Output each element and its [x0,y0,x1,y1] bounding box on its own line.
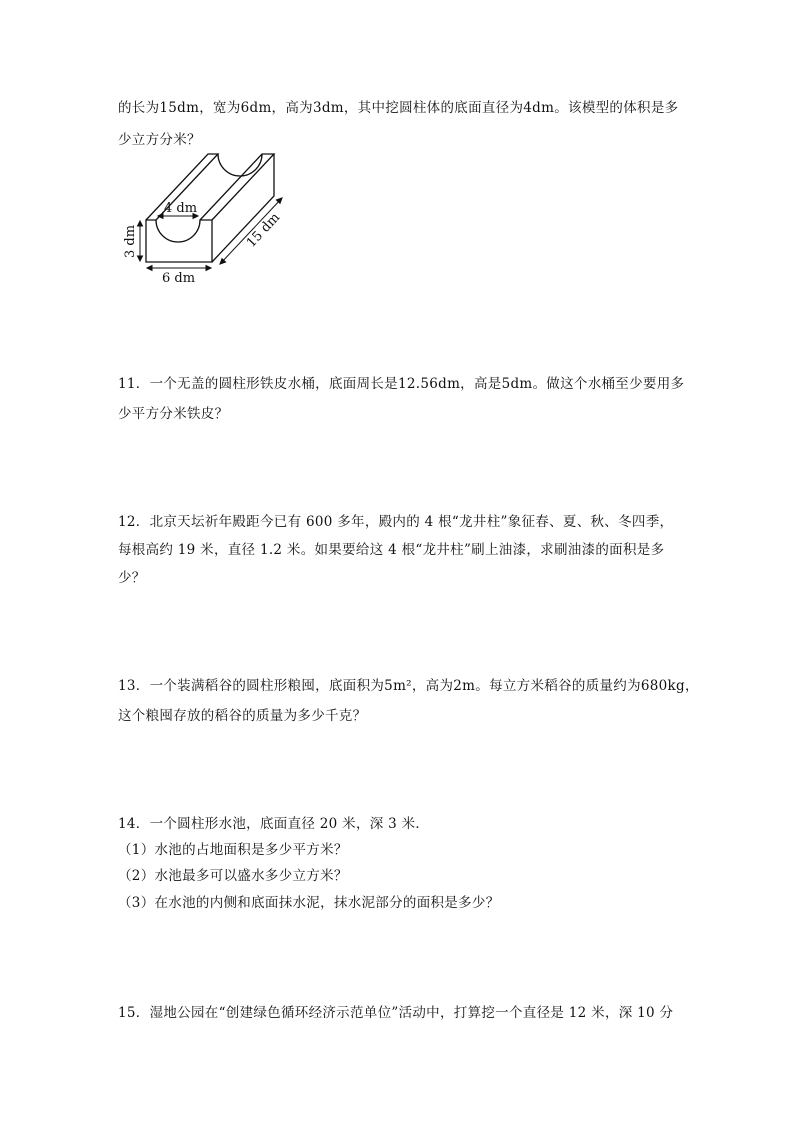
label-length: 15 dm [243,210,284,251]
height-arrow-top [138,221,143,226]
q13-line-2: 这个粮囤存放的稻谷的质量为多少千克？ [118,708,367,724]
q12-line-2: 每根高约 19 米，直径 1.2 米。如果要给这 4 根“龙井柱”刷上油漆，求刷油漆的面积是多 [118,542,665,558]
intro-line-2: 少立方分米？ [118,132,201,148]
q14-sub-1: （1）水池的占地面积是多少平方米？ [118,842,348,858]
right-side-face [212,154,274,262]
q14-line-1: 14．一个圆柱形水池，底面直径 20 米，深 3 米． [118,816,430,832]
width-arrow-right [206,266,211,271]
q12-line-3: 少？ [118,570,146,586]
back-arc [218,154,262,176]
q14-sub-2: （2）水池最多可以盛水多少立方米？ [118,868,348,884]
label-width: 6 dm [162,271,196,286]
q13-line-1: 13．一个装满稻谷的圆柱形粮囤，底面积为5m²，高为2m。每立方米稻谷的质量约为680kg， [118,678,699,694]
q11-line-1: 11．一个无盖的圆柱形铁皮水桶，底面周长是12.56dm，高是5dm。做这个水桶至少要用多 [118,376,685,392]
q12-line-1: 12．北京天坛祈年殿距今已有 600 多年，殿内的 4 根“龙井柱”象征春、夏、秋、冬四季， [118,514,674,530]
q11-line-2: 少平方分米铁皮？ [118,406,229,422]
label-diameter: 4 dm [164,201,198,216]
right-wall-top [200,154,274,220]
height-arrow-bottom [138,256,143,261]
label-height: 3 dm [123,224,138,258]
intro-line-1: 的长为15dm，宽为6dm，高为3dm，其中挖圆柱体的底面直径为4dm。该模型的体积是多 [118,100,679,116]
q15-line-1: 15．湿地公园在“创建绿色循环经济示范单位”活动中，打算挖一个直径是 12 米，深 10 分 [118,1005,674,1021]
q14-sub-3: （3）在水池的内侧和底面抹水泥，抹水泥部分的面积是多少？ [118,895,500,911]
channel-model-figure [112,148,312,292]
width-arrow-left [147,266,152,271]
front-face [146,220,212,262]
channel-model-diagram [112,148,312,288]
